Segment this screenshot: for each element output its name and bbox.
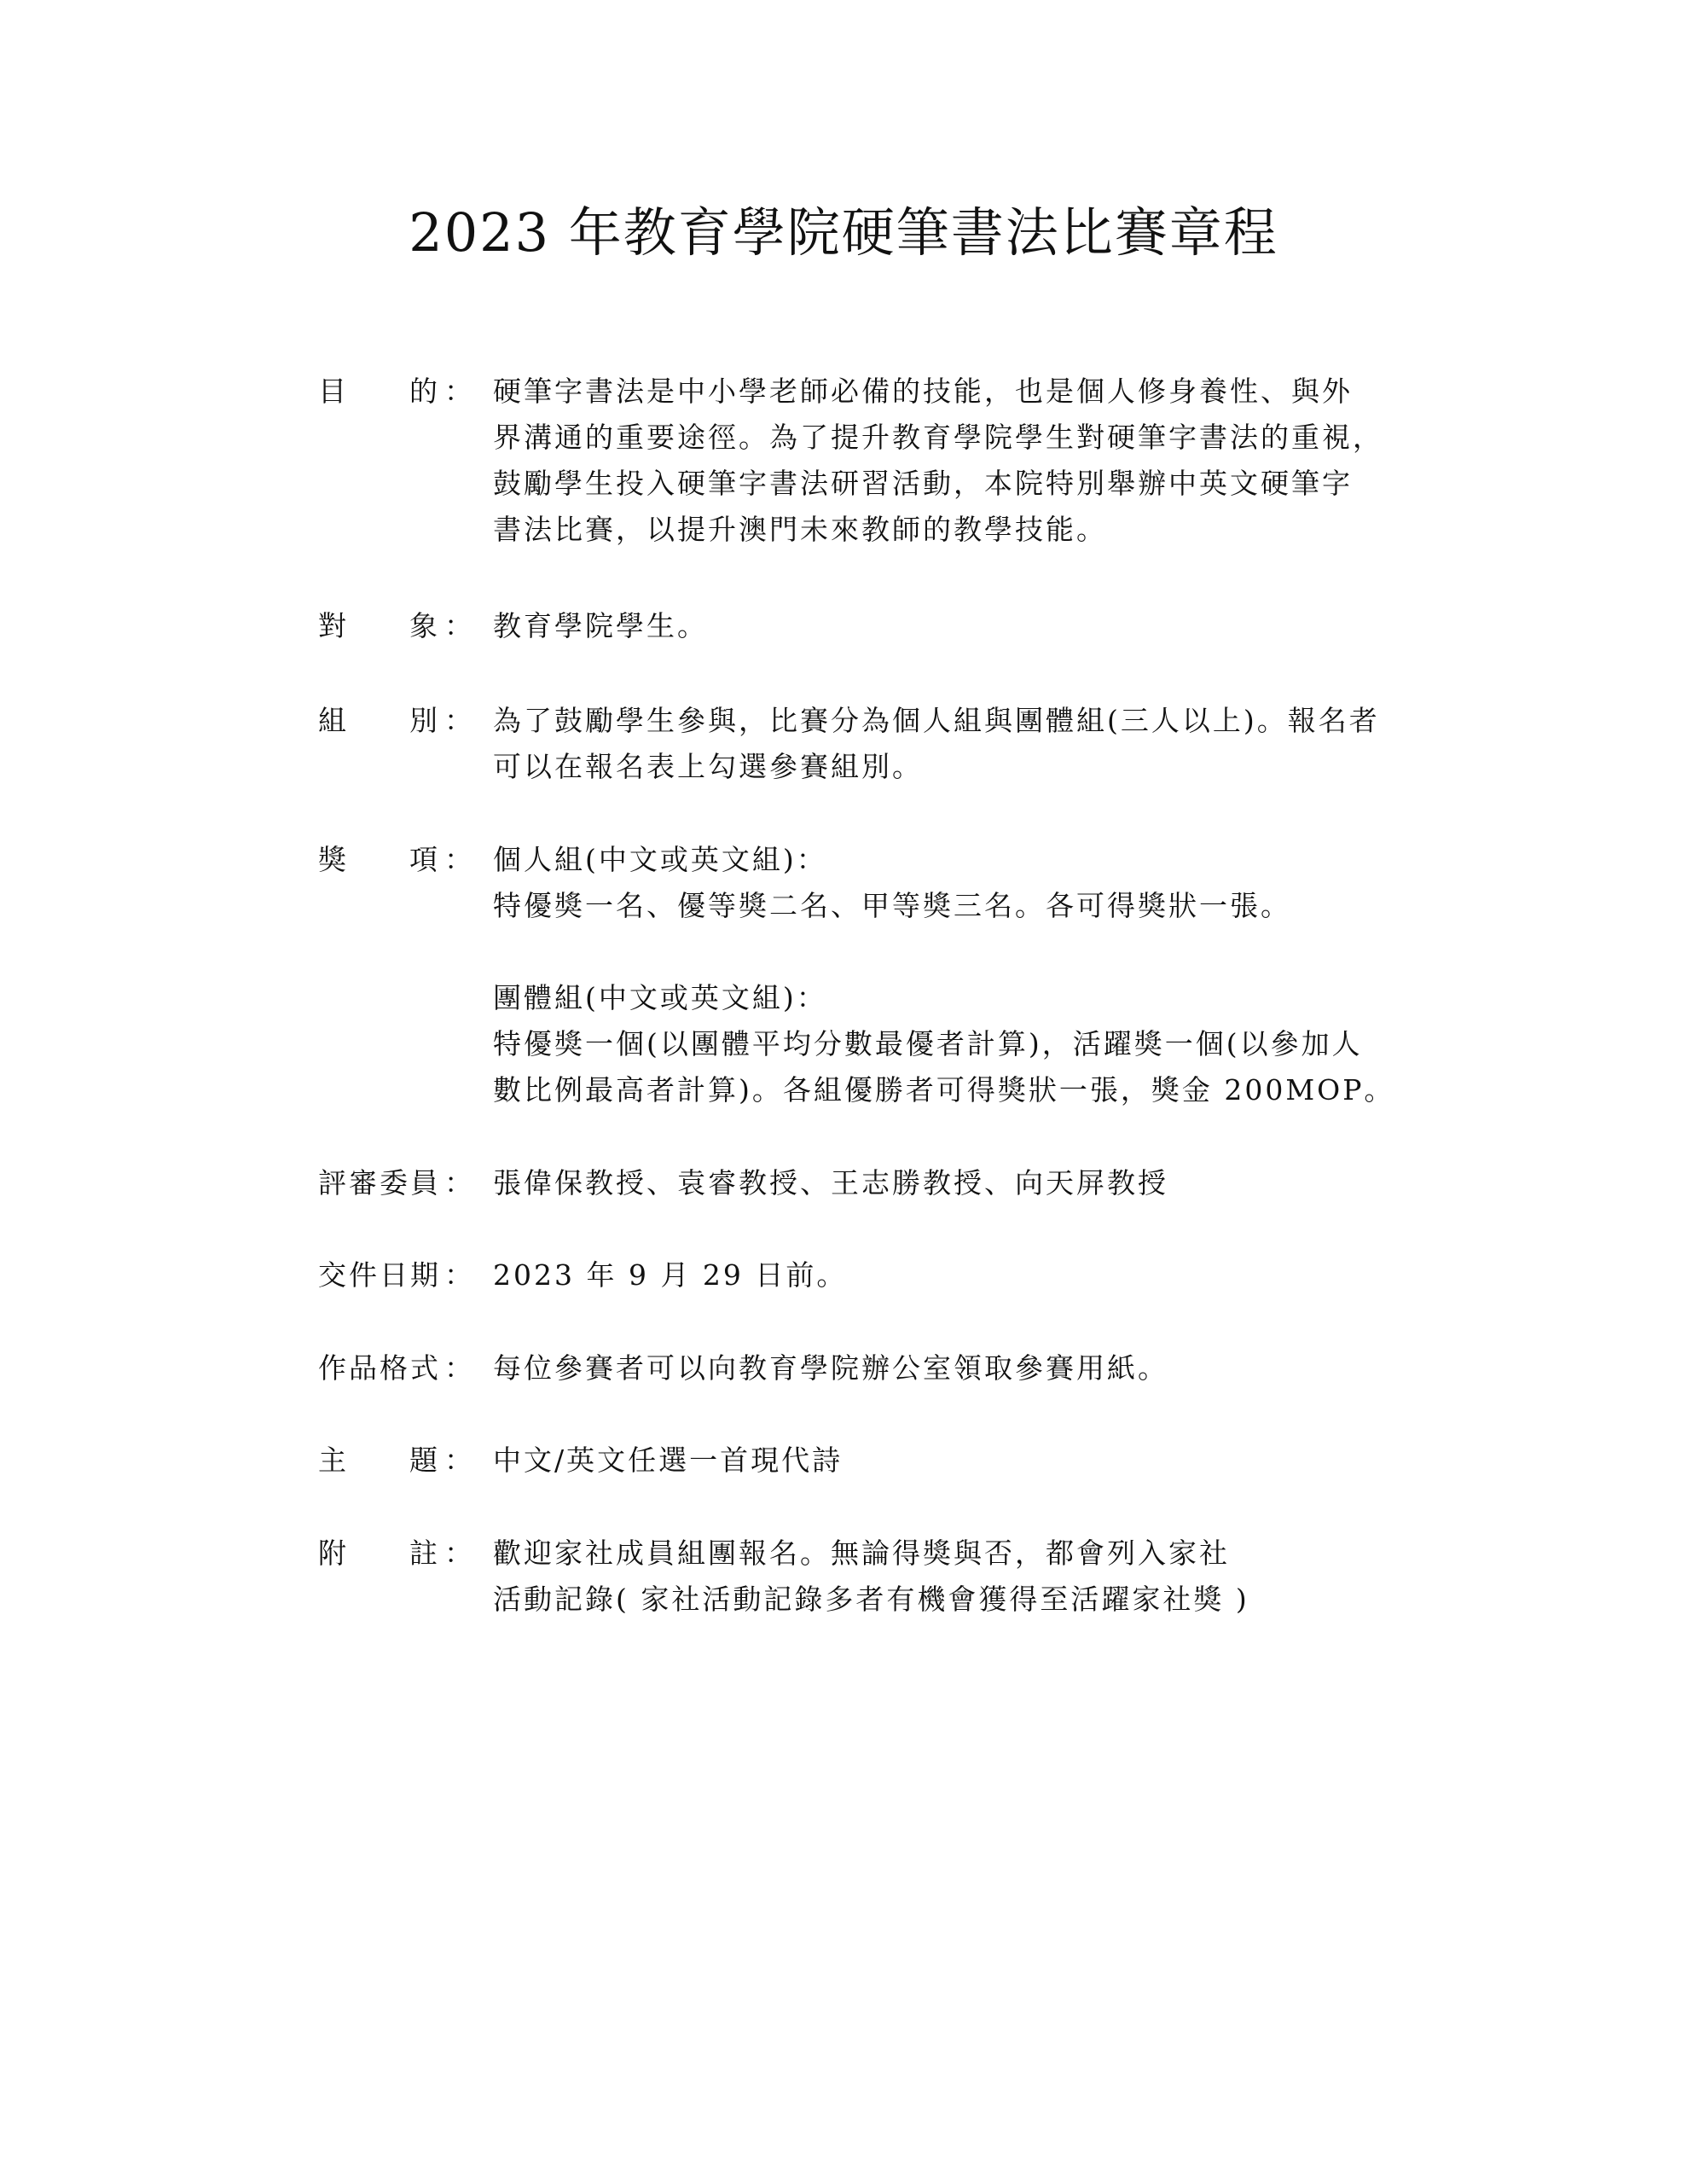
label-char-2: 註 (409, 1536, 438, 1570)
section-label (318, 603, 455, 649)
content-line: 可以在報名表上勾選參賽組別。 (493, 750, 923, 783)
label-char-1: 目 (318, 375, 346, 408)
section-label (318, 1252, 455, 1298)
section-label (318, 1438, 455, 1484)
section-content (493, 603, 1363, 649)
label-colon: ： (444, 1351, 472, 1385)
content-line: 張偉保教授、袁睿教授、王志勝教授、向天屏教授 (493, 1166, 1168, 1199)
label-char-2: 的 (409, 375, 438, 408)
label-colon: ： (444, 1258, 472, 1292)
label-char-2: 項 (409, 843, 438, 876)
content-line: 團體組(中文或英文組)： (493, 981, 827, 1014)
section-label (318, 1160, 455, 1206)
content-line: 界溝通的重要途徑。為了提升教育學院學生對硬筆字書法的重視， (493, 421, 1383, 454)
label-colon: ： (444, 843, 472, 876)
label-char-1: 附 (318, 1536, 346, 1570)
section-content (493, 698, 1380, 790)
section-content (493, 837, 1395, 1113)
section-content (493, 1531, 1363, 1623)
content-line: 硬筆字書法是中小學老師必備的技能，也是個人修身養性、與外 (493, 375, 1353, 408)
content-line: 特優獎一個(以團體平均分數最優者計算)，活躍獎一個(以參加人 (493, 1027, 1363, 1060)
section-content (493, 1160, 1363, 1206)
content-line: 歡迎家社成員組團報名。無論得獎與否，都會列入家社 (493, 1536, 1230, 1570)
section-label (318, 1531, 455, 1577)
section-content (493, 369, 1383, 553)
content-line: 書法比賽，以提升澳門未來教師的教學技能。 (493, 513, 1107, 546)
section-content (493, 1252, 1363, 1298)
label-char-2: 別 (409, 704, 438, 737)
section-label (318, 369, 455, 415)
label-text: 作品格式 (318, 1351, 441, 1385)
label-char-2: 題 (409, 1443, 438, 1477)
content-line: 鼓勵學生投入硬筆字書法研習活動，本院特別舉辦中英文硬筆字 (493, 467, 1353, 500)
label-text: 交件日期 (318, 1258, 441, 1292)
section-content (493, 1438, 1363, 1484)
content-line: 活動記錄( 家社活動記錄多者有機會獲得至活躍家社獎 ) (493, 1583, 1249, 1616)
section-label (318, 1345, 455, 1391)
label-text: 評審委員 (318, 1166, 441, 1199)
section-content (493, 1345, 1363, 1391)
label-char-1: 對 (318, 609, 346, 642)
label-colon: ： (444, 1536, 472, 1570)
label-colon: ： (444, 375, 472, 408)
content-line: 為了鼓勵學生參與，比賽分為個人組與團體組(三人以上)。報名者 (493, 704, 1380, 737)
label-char-1: 主 (318, 1443, 346, 1477)
section-label (318, 698, 455, 744)
content-line: 2023 年 9 月 29 日前。 (493, 1258, 848, 1292)
label-colon: ： (444, 1443, 472, 1477)
label-colon: ： (444, 704, 472, 737)
content-line: 教育學院學生。 (493, 609, 708, 642)
paragraph-gap (493, 929, 1363, 975)
content-line: 中文/英文任選一首現代詩 (493, 1443, 844, 1477)
label-char-1: 組 (318, 704, 346, 737)
label-char-2: 象 (409, 609, 438, 642)
label-char-1: 獎 (318, 843, 346, 876)
content-line: 個人組(中文或英文組)： (493, 843, 827, 876)
content-line: 數比例最高者計算)。各組優勝者可得獎狀一張，獎金 200MOP。 (493, 1073, 1395, 1107)
label-colon: ： (444, 1166, 472, 1199)
content-line: 特優獎一名、優等獎二名、甲等獎三名。各可得獎狀一張。 (493, 889, 1291, 922)
content-line: 每位參賽者可以向教育學院辦公室領取參賽用紙。 (493, 1351, 1168, 1385)
label-colon: ： (444, 609, 472, 642)
document-title: 2023 年教育學院硬筆書法比賽章程 (409, 201, 1278, 264)
section-label (318, 837, 455, 883)
